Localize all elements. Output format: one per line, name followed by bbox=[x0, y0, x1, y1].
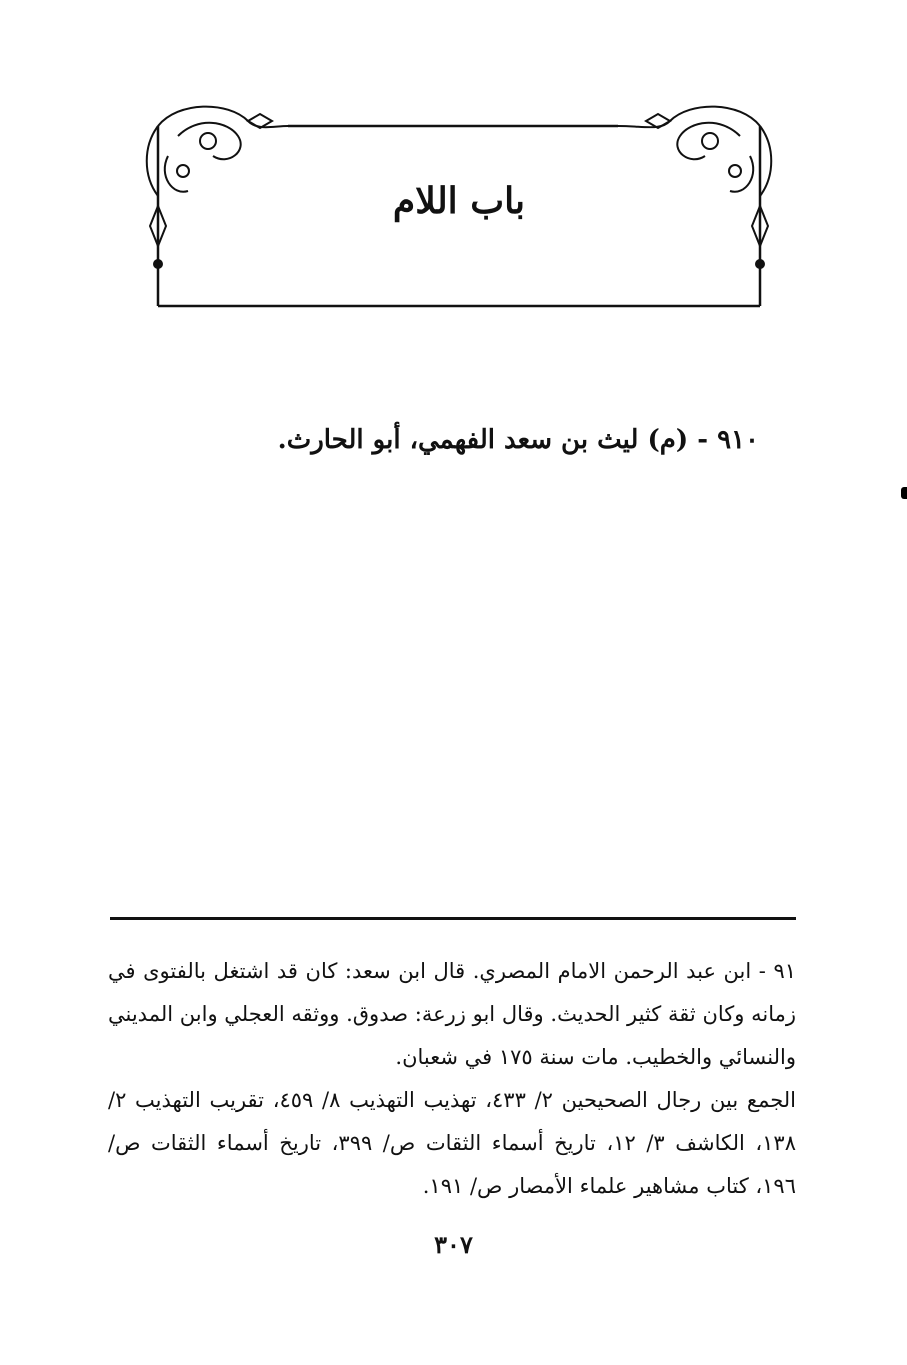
footnote-divider bbox=[110, 917, 796, 920]
chapter-title: باب اللام bbox=[392, 180, 526, 222]
footnote-biography: ٩١ - ابن عبد الرحمن الامام المصري. قال ابن سعد: كان قد اشتغل بالفتوى في زمانه وكان ثقة كثير الحديث. وقال ابو زرعة: صدوق. ووثقه العجلي وابن المديني والنسائي والخطيب. مات سنة ١٧٥ في شعبان. bbox=[108, 959, 796, 1069]
footnotes bbox=[108, 950, 796, 1208]
page-number: ٣٠٧ bbox=[434, 1230, 473, 1259]
footnote-references: الجمع بين رجال الصحيحين ٢/ ٤٣٣، تهذيب التهذيب ٨/ ٤٥٩، تقريب التهذيب ٢/ ١٣٨، الكاشف ٣/ ١٢، تاريخ أسماء الثقات ص/ ٣٩٩، تاريخ أسماء الثقات ص/ ١٩٦، كتاب مشاهير علماء الأمصار ص/ ١٩١. bbox=[108, 1088, 796, 1198]
biography-entry: ٩١٠ - (م) ليث بن سعد الفهمي، أبو الحارث. bbox=[277, 425, 759, 455]
margin-mark bbox=[901, 487, 907, 499]
